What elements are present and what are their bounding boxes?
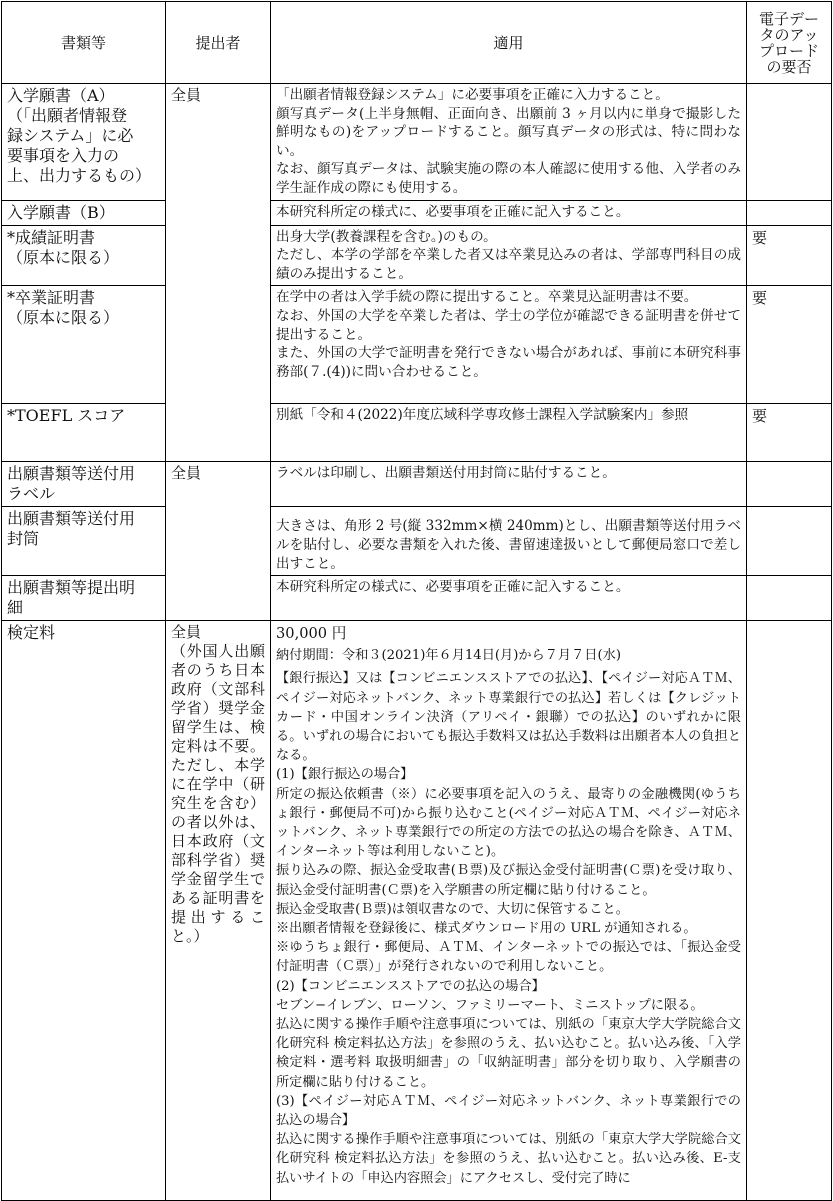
document-type-cell: 出願書類等送付用 封筒 [2, 507, 166, 576]
document-type-cell: 入学願書（A） （「出願者情報登 録システム」に必 要事項を入力の 上、出力するもの） [2, 84, 166, 201]
table-row [2, 507, 832, 576]
payment-period: 納付期間：令和３(2021)年６月14日(月)から７月７日(水) [276, 648, 621, 664]
application-cell: 在学中の者は入学手続の際に提出すること。卒業見込証明書は不要。 なお、外国の大学を卒業した者は、学士の学位が確認できる証明書を併せて提出すること。 また、外国の大学で証明書を発行できない場合があれば、事前に本研究科事務部(７.(4))に問い合わせること。 [271, 286, 747, 404]
table-row [2, 84, 832, 201]
application-cell: 出身大学(教養課程を含む。)のもの。 ただし、本学の学部を卒業した者又は卒業見込みの者は、学部専門科目の成績のみ提出すること。 [271, 225, 747, 286]
upload-required-badge: 要 [747, 286, 832, 404]
table-row [2, 576, 832, 621]
document-type-cell: 出願書類等送付用 ラベル [2, 462, 166, 507]
document-type-cell: 出願書類等提出明 細 [2, 576, 166, 621]
submitter-cell: 全員 （外国人出願者のうち日本政府（文部科学省）奨学金留学生は、検定料は不要。ただし、本学に在学中（研究生を含む）の者以外は、日本政府（文部科学省）奨学金留学生である証明書を提出すること。） [166, 621, 271, 1201]
upload-required-badge: 要 [747, 404, 832, 462]
header-document-type: 書類等 [2, 2, 166, 84]
submitter-cell: 全員 [166, 462, 271, 621]
upload-cell [747, 621, 832, 1201]
submitter-cell: 全員 [166, 84, 271, 462]
upload-cell [747, 84, 832, 201]
header-row [2, 2, 832, 84]
upload-cell [747, 200, 832, 225]
table-row [2, 404, 832, 462]
application-cell: 本研究科所定の様式に、必要事項を正確に記入すること。 [271, 200, 747, 225]
application-cell: 大きさは、角形 2 号(縦 332mm×横 240mm)とし、出願書類等送付用ラベルを貼付し、必要な書類を入れた後、書留速達扱いとして郵便局窓口で差し出すこと。 [271, 507, 747, 576]
fee-amount: 30,000 円 [276, 625, 347, 643]
required-documents-table [1, 1, 832, 1201]
table-row [2, 200, 832, 225]
table-row [2, 286, 832, 404]
application-cell: 30,000 円 納付期間：令和３(2021)年６月14日(月)から７月７日(水) 【銀行振込】又は【コンビニエンスストアでの払込】、【ペイジー対応ＡＴＭ、ペイジー対応ネットバンク、ネット専業銀行での払込】若しくは【クレジットカード・中国オンライン決済（アリペイ・銀聯）での払込】のいずれかに限る。いずれの場合においても振込手数料又は払込手数料は出願者本人の負担となる。 (1)【銀行振込の場合】 所定の振込依頼書（※）に必要事項を記入のうえ、最寄りの金融機関(ゆうちょ銀行・郵便局不可)から振り込むこと(ペイジー対応ＡＴＭ、ペイジー対応ネットバンク、ネット専業銀行での所定の方法での払込の場合を除き、ＡＴＭ、インターネット等は利用しないこと)。 振り込みの際、振込金受取書(Ｂ票)及び振込金受付証明書(Ｃ票)を受け取り、振込金受付証明書(Ｃ票)を入学願書の所定欄に貼り付けること。 振込金受取書(Ｂ票)は領収書なので、大切に保管すること。 ※出願者情報を登録後に、様式ダウンロード用の URL が通知される。 ※ゆうちょ銀行・郵便局、ＡＴＭ、インターネットでの振込では、「振込金受付証明書（Ｃ票）」が発行されないので利用しないこと。 (2)【コンビニエンスストアでの払込の場合】 セブン−イレブン、ローソン、ファミリーマート、ミニストップに限る。 払込に関する操作手順や注意事項については、別紙の「東京大学大学院総合文化研究科 検定料払込方法」を参照のうえ、払い込むこと。払い込み後、「入学検定料・選考料 取扱明細書」の「収納証明書」部分を切り取り、入学願書の所定欄に貼り付けること。 (3)【ペイジー対応ＡＴＭ、ペイジー対応ネットバンク、ネット専業銀行での払込の場合】 払込に関する操作手順や注意事項については、別紙の「東京大学大学院総合文化研究科 検定料払込方法」を参照のうえ、払い込むこと。払い込み後、E-支払いサイトの「申込内容照会」にアクセスし、受付完了時に [271, 621, 747, 1201]
table-row [2, 462, 832, 507]
document-type-cell: 入学願書（B） [2, 200, 166, 225]
application-cell: 本研究科所定の様式に、必要事項を正確に記入すること。 [271, 576, 747, 621]
upload-cell [747, 462, 832, 507]
document-type-cell: 検定料 [2, 621, 166, 1201]
header-application: 適用 [271, 2, 747, 84]
table-row [2, 225, 832, 286]
table-row [2, 621, 832, 1201]
application-cell: 別紙「令和４(2022)年度広域科学専攻修士課程入学試験案内」参照 [271, 404, 747, 462]
header-submitter: 提出者 [166, 2, 271, 84]
document-type-cell: *TOEFL スコア [2, 404, 166, 462]
document-type-cell: *成績証明書 （原本に限る） [2, 225, 166, 286]
upload-cell [747, 576, 832, 621]
application-cell: 「出願者情報登録システム」に必要事項を正確に入力すること。 顔写真データ(上半身無帽、正面向き、出願前 3 ヶ月以内に単身で撮影した鮮明なもの)をアップロードすること。顔写真データの形式は、特に問わない。 なお、顔写真データは、試験実施の際の本人確認に使用する他、入学者のみ学生証作成の際にも使用する。 [271, 84, 747, 201]
upload-required-badge: 要 [747, 225, 832, 286]
header-upload-required: 電子デー タのアッ プロード の要否 [747, 2, 832, 84]
document-type-cell: *卒業証明書 （原本に限る） [2, 286, 166, 404]
application-cell: ラベルは印刷し、出願書類送付用封筒に貼付すること。 [271, 462, 747, 507]
upload-cell [747, 507, 832, 576]
